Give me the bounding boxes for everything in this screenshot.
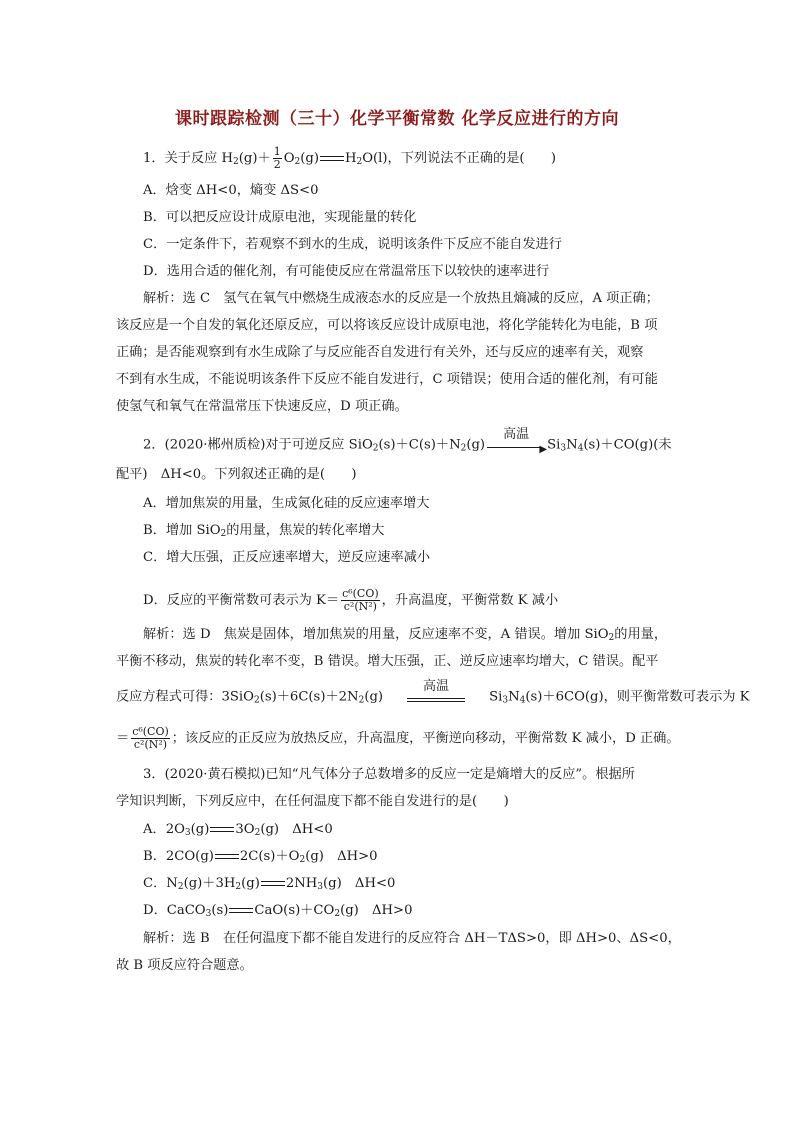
equilibrium-constant-fraction: $\frac{\text{c⁶(CO)}}{\text{c²(N²)}}$ [342, 587, 379, 613]
q1-answer-line: 不到有水生成，不能说明该条件下反应不能自发进行，C 项错误；使用合适的催化剂，有可能 [116, 372, 658, 387]
q3-option-a: A．$2O_3(g)$ $3O_2(g)$ ΔH<0 [143, 822, 333, 838]
equilibrium-constant-fraction: $\frac{\text{c⁶(CO)}}{\text{c²(N²)}}$ [132, 725, 169, 751]
q1-answer-line: 正确；是否能观察到有水生成除了与反应能否自发进行有关外，还与反应的速率有关，观察 [116, 345, 644, 360]
q2-option-a: A．增加焦炭的用量，生成氮化硅的反应速率增大 [143, 496, 430, 511]
reaction-equals: 高温 [405, 688, 467, 706]
q3-option-d: D．CaCO$_3$(s) $CaO(s)+CO_2(g)$ ΔH>0 [143, 903, 413, 919]
q1-option-b: B．可以把反应设计成原电池，实现能量的转化 [143, 210, 417, 225]
q3-stem: 3．(2020·黄石模拟)已知“凡气体分子总数增多的反应一定是熵增大的反应”。根据所 [143, 767, 635, 782]
equals-sign [228, 906, 254, 916]
q2-stem-line2: 配平) ΔH<0。下列叙述正确的是( ) [116, 467, 357, 482]
equals-sign [214, 852, 240, 862]
equals-sign [319, 154, 345, 164]
equals-sign [209, 825, 235, 835]
q3-option-b: B．2CO(g) $2C(s)+O_2(g)$ ΔH>0 [143, 849, 378, 865]
q2-answer-line: 平衡不移动，焦炭的转化率不变，B 错误。增大压强，正、逆反应速率均增大，C 错误。配平 [116, 654, 659, 669]
q1-option-a: A．焓变 ΔH<0，熵变 ΔS<0 [143, 183, 319, 198]
q2-answer-line: ＝ $\frac{\text{c⁶(CO)}}{\text{c²(N²)}}$ ；该反应的正反应为放热反应，升高温度，平衡逆向移动，平衡常数 K 减小，D 正确。 [116, 725, 680, 751]
q3-option-c: C．$N_2(g)+3H_2(g)$ $2NH_3(g)$ ΔH<0 [143, 876, 396, 892]
equals-sign [260, 879, 286, 889]
q2-option-b: B．增加 SiO$_2$的用量，焦炭的转化率增大 [143, 523, 385, 539]
q1-answer-line: 该反应是一个自发的氧化还原反应，可以将该反应设计成原电池，将化学能转化为电能，B 项 [116, 318, 658, 333]
q1-stem: 1．关于反应 $H_2(g)+$ $\frac{1}{2}$ $O_2(g)$ $H_2O(l)$，下列说法不正确的是( ) [143, 145, 557, 171]
q3-answer-line: 解析：选 B 在任何温度下都不能自发进行的反应符合 ΔH－TΔS>0，即 ΔH>0、ΔS<0， [143, 931, 681, 946]
q1-answer-line: 使氢气和氧气在常温常压下快速反应，D 项正确。 [116, 399, 408, 414]
fraction-one-half: $\frac{1}{2}$ [273, 145, 281, 171]
q2-stem: 2．(2020·郴州质检)对于可逆反应 $SiO_2(s)+C(s)+N_2(g)$ 高温 ▶ $Si_3N_4(s)+CO(g)$(未 [143, 427, 672, 455]
q2-option-d: D．反应的平衡常数可表示为 K＝ $\frac{\text{c⁶(CO)}}{\text{c²(N²)}}$ ，升高温度，平衡常数 K 减小 [143, 587, 559, 613]
q3-stem-line2: 学知识判断，下列反应中，在任何温度下都不能自发进行的是( ) [116, 794, 509, 809]
q2-answer-line: 解析：选 D 焦炭是固体，增加焦炭的用量，反应速率不变，A 错误。增加 SiO$_2$的用量， [143, 627, 668, 643]
q2-option-c: C．增大压强，正反应速率增大，逆反应速率减小 [143, 550, 431, 565]
q1-option-c: C．一定条件下，若观察不到水的生成，说明该条件下反应不能自发进行 [143, 237, 562, 252]
q1-answer-line: 解析：选 C 氢气在氧气中燃烧生成液态水的反应是一个放热且熵减的反应，A 项正确； [143, 291, 659, 306]
q3-answer-line: 故 B 项反应符合题意。 [116, 958, 253, 973]
q1-option-d: D．选用合适的催化剂，有可能使反应在常温常压下以较快的速率进行 [143, 264, 550, 279]
reaction-arrow: 高温 ▶ [485, 436, 547, 454]
q2-answer-line: 反应方程式可得：$3SiO_2(s)+6C(s)+2N_2(g)$ 高温 $Si_3N_4(s)+6CO(g)$，则平衡常数可表示为 K [116, 679, 750, 706]
page-title: 课时跟踪检测（三十）化学平衡常数 化学反应进行的方向 [175, 109, 619, 129]
